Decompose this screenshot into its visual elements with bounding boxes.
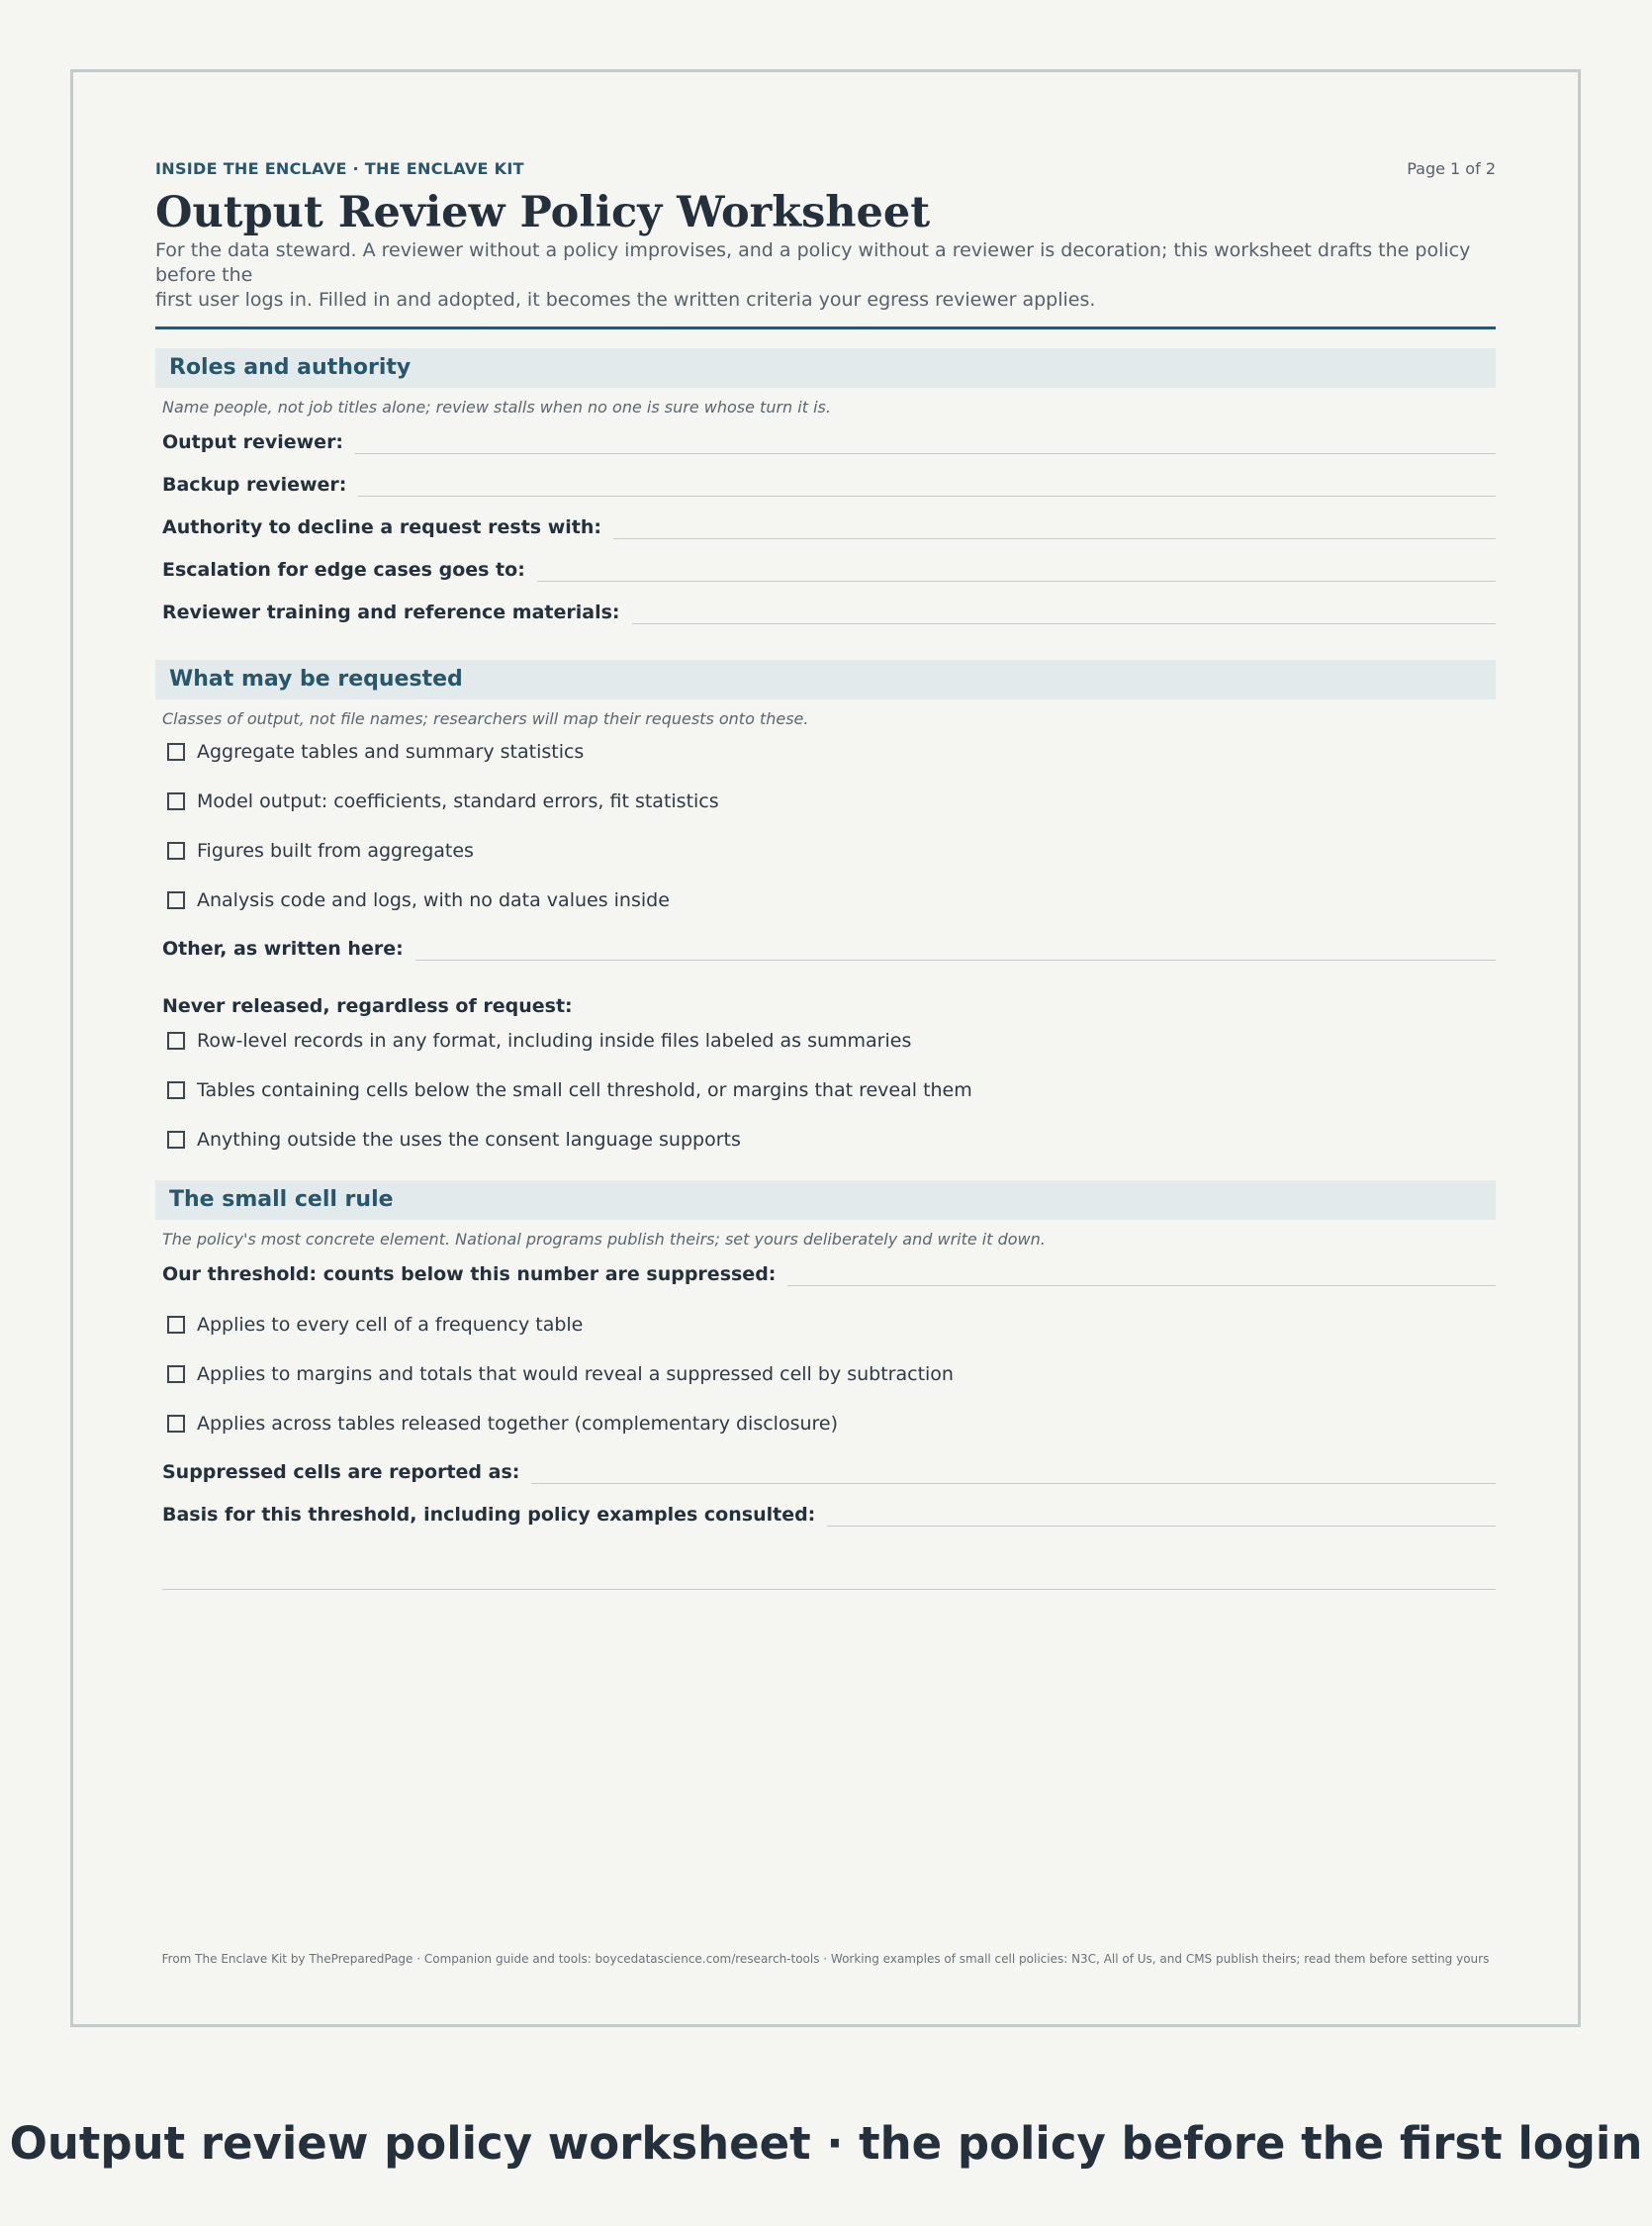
page-header bbox=[155, 159, 1496, 185]
field-label: Output reviewer: bbox=[162, 431, 344, 453]
fill-in-line[interactable] bbox=[415, 938, 1496, 961]
header-rule bbox=[155, 326, 1496, 329]
checkbox[interactable] bbox=[167, 743, 185, 761]
worksheet-page bbox=[70, 69, 1581, 2027]
kicker: INSIDE THE ENCLAVE · THE ENCLAVE KIT bbox=[155, 159, 524, 178]
page-number: Page 1 of 2 bbox=[1407, 159, 1496, 178]
field-label: Our threshold: counts below this number are suppressed: bbox=[162, 1263, 777, 1285]
checkbox-label: Analysis code and logs, with no data values inside bbox=[197, 889, 670, 911]
fill-in-line[interactable] bbox=[358, 474, 1496, 497]
checkbox-item[interactable] bbox=[167, 1409, 1496, 1438]
threshold-field[interactable] bbox=[162, 1258, 1496, 1286]
fill-in-line[interactable] bbox=[531, 1461, 1496, 1484]
extra-fill-in-line[interactable] bbox=[162, 1588, 1496, 1590]
page-footer: From The Enclave Kit by ThePreparedPage · Companion guide and tools: boycedatascience.com/research-tools · Working examples of small cell policies: N3C, All of Us, and CMS publish theirs; read them before setting yours bbox=[161, 1952, 1490, 1966]
fill-in-line[interactable] bbox=[787, 1263, 1496, 1286]
checkbox-label: Tables containing cells below the small cell threshold, or margins that reveal them bbox=[197, 1079, 972, 1101]
field-label: Suppressed cells are reported as: bbox=[162, 1461, 520, 1483]
field-label: Other, as written here: bbox=[162, 938, 404, 960]
checkbox[interactable] bbox=[167, 1415, 185, 1433]
checkbox-item[interactable] bbox=[167, 737, 1496, 767]
backup-reviewer-field[interactable] bbox=[162, 469, 1496, 497]
checkbox[interactable] bbox=[167, 1365, 185, 1383]
checkbox-label: Applies to every cell of a frequency table bbox=[197, 1314, 584, 1336]
checkbox-item[interactable] bbox=[167, 1026, 1496, 1056]
checkbox-item[interactable] bbox=[167, 1125, 1496, 1155]
checkbox-label: Anything outside the uses the consent language supports bbox=[197, 1129, 741, 1151]
checkbox-label: Applies across tables released together (complementary disclosure) bbox=[197, 1413, 839, 1435]
checkbox-label: Model output: coefficients, standard errors, fit statistics bbox=[197, 790, 719, 812]
section-heading-roles: Roles and authority bbox=[155, 348, 1496, 388]
escalation-field[interactable] bbox=[162, 554, 1496, 582]
checkbox[interactable] bbox=[167, 1032, 185, 1050]
output-reviewer-field[interactable] bbox=[162, 426, 1496, 454]
intro-line-2: first user logs in. Filled in and adopted, it becomes the written criteria your egress reviewer applies. bbox=[155, 289, 1096, 311]
section-heading-requested: What may be requested bbox=[155, 660, 1496, 699]
checkbox[interactable] bbox=[167, 1081, 185, 1099]
checkbox[interactable] bbox=[167, 891, 185, 909]
threshold-basis-field[interactable] bbox=[162, 1499, 1496, 1527]
decline-authority-field[interactable] bbox=[162, 511, 1496, 539]
checkbox[interactable] bbox=[167, 1131, 185, 1149]
section-heading-small-cell: The small cell rule bbox=[155, 1180, 1496, 1220]
checkbox-label: Applies to margins and totals that would reveal a suppressed cell by subtraction bbox=[197, 1363, 954, 1385]
checkbox-item[interactable] bbox=[167, 836, 1496, 866]
field-label: Escalation for edge cases goes to: bbox=[162, 559, 525, 581]
field-label: Basis for this threshold, including policy examples consulted: bbox=[162, 1504, 816, 1526]
fill-in-line[interactable] bbox=[355, 431, 1496, 454]
field-label: Backup reviewer: bbox=[162, 474, 347, 496]
checkbox-label: Figures built from aggregates bbox=[197, 840, 474, 862]
image-caption: Output review policy worksheet · the policy before the first login bbox=[9, 2117, 1643, 2170]
field-label: Reviewer training and reference materials: bbox=[162, 602, 620, 623]
fill-in-line[interactable] bbox=[632, 602, 1496, 624]
fill-in-line[interactable] bbox=[537, 559, 1496, 582]
other-request-field[interactable] bbox=[162, 933, 1496, 961]
page-content bbox=[155, 159, 1496, 1590]
fill-in-line[interactable] bbox=[613, 516, 1496, 539]
intro-text bbox=[155, 238, 1496, 313]
suppressed-reported-field[interactable] bbox=[162, 1456, 1496, 1484]
checkbox-label: Row-level records in any format, including inside files labeled as summaries bbox=[197, 1030, 912, 1052]
never-released-heading: Never released, regardless of request: bbox=[162, 995, 573, 1017]
intro-line-1: For the data steward. A reviewer without a policy improvises, and a policy without a reviewer is decoration; this worksheet drafts the policy before the bbox=[155, 239, 1471, 286]
section-note-small-cell: The policy's most concrete element. National programs publish theirs; set yours deliberately and write it down. bbox=[162, 1230, 1046, 1249]
checkbox[interactable] bbox=[167, 792, 185, 810]
checkbox-item[interactable] bbox=[167, 787, 1496, 816]
checkbox-item[interactable] bbox=[167, 885, 1496, 915]
section-note-roles: Name people, not job titles alone; review stalls when no one is sure whose turn it is. bbox=[162, 398, 831, 417]
checkbox-label: Aggregate tables and summary statistics bbox=[197, 741, 585, 763]
field-label: Authority to decline a request rests with: bbox=[162, 516, 601, 538]
page-title: Output Review Policy Worksheet bbox=[155, 188, 931, 237]
checkbox-item[interactable] bbox=[167, 1359, 1496, 1389]
section-note-requested: Classes of output, not file names; researchers will map their requests onto these. bbox=[162, 709, 809, 728]
training-materials-field[interactable] bbox=[162, 597, 1496, 624]
checkbox[interactable] bbox=[167, 1316, 185, 1334]
checkbox-item[interactable] bbox=[167, 1075, 1496, 1105]
checkbox[interactable] bbox=[167, 842, 185, 860]
fill-in-line[interactable] bbox=[827, 1504, 1496, 1527]
checkbox-item[interactable] bbox=[167, 1310, 1496, 1340]
